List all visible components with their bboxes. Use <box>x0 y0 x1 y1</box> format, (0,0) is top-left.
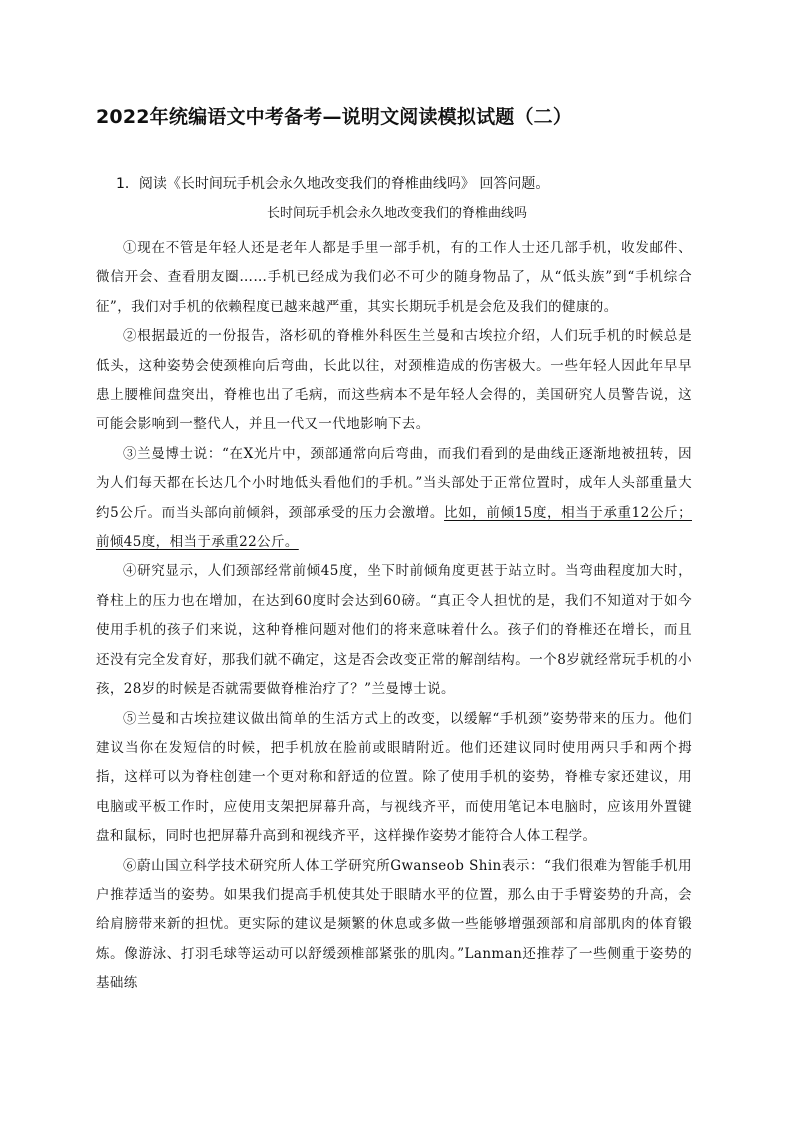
paragraph-4: ④研究显示，人们颈部经常前倾45度，坐下时前倾角度更甚于站立时。当弯曲程度加大时，脊柱上的压力也在增加，在达到60度时会达到60磅。“真正令人担忧的是，我们不知道对于如今使用手机的孩子们来说，这种脊椎问题对他们的将来意味着什么。孩子们的脊椎还在增长，而且还没有完全发育好，那我们就不确定，这是否会改变正常的解剖结构。一个8岁就经常玩手机的小孩，28岁的时候是否就需要做脊椎治疗了？”兰曼博士说。 <box>96 563 692 698</box>
article-title: 长时间玩手机会永久地改变我们的脊椎曲线吗 <box>266 206 527 221</box>
question-prompt: 1．阅读《长时间玩手机会永久地改变我们的脊椎曲线吗》 回答问题。 <box>116 176 550 192</box>
paragraph-2: ②根据最近的一份报告，洛杉矶的脊椎外科医生兰曼和古埃拉介绍，人们玩手机的时候总是低头，这种姿势会使颈椎向后弯曲，长此以往，对颈椎造成的伤害极大。一些年轻人因此年早早患上腰椎间盘突出，脊椎也出了毛病，而这些病本不是年轻人会得的，美国研究人员警告说，这可能会影响到一整代人，并且一代又一代地影响下去。 <box>96 328 692 433</box>
article-body <box>96 234 692 999</box>
paragraph-3-text: ③兰曼博士说：“在X光片中，颈部通常向后弯曲，而我们看到的是曲线正逐渐地被扭转，因为人们每天都在长达几个小时地低头看他们的手机。”当头部处于正常位置时，成年人头部重量大约5公斤。而当头部向前倾斜，颈部承受的压力会激增。 <box>96 445 692 521</box>
document-title: 2022年统编语文中考备考—说明文阅读模拟试题（二） <box>96 106 573 128</box>
paragraph-6: ⑥蔚山国立科学技术研究所人体工学研究所Gwanseob Shin表示：“我们很难为智能手机用户推荐适当的姿势。如果我们提高手机使其处于眼睛水平的位置，那么由于手臂姿势的升高，会给肩膀带来新的担忧。更实际的建议是频繁的休息或多做一些能够增强颈部和肩部肌肉的体育锻炼。像游泳、打羽毛球等运动可以舒缓颈椎部紧张的肌肉。”Lanman还推荐了一些侧重于姿势的基础练 <box>96 857 692 992</box>
paragraph-3-underlined-text: 比如，前倾15度，相当于承重12公斤；前倾45度，相当于承重22公斤。 <box>96 504 692 551</box>
paragraph-5: ⑤兰曼和古埃拉建议做出简单的生活方式上的改变，以缓解“手机颈”姿势带来的压力。他们建议当你在发短信的时候，把手机放在脸前或眼睛附近。他们还建议同时使用两只手和两个拇指，这样可以为脊柱创建一个更对称和舒适的位置。除了使用手机的姿势，脊椎专家还建议，用电脑或平板工作时，应使用支架把屏幕升高，与视线齐平，而使用笔记本电脑时，应该用外置键盘和鼠标，同时也把屏幕升高到和视线齐平，这样操作姿势才能符合人体工程学。 <box>96 710 692 845</box>
paragraph-1: ①现在不管是年轻人还是老年人都是手里一部手机，有的工作人士还几部手机，收发邮件、微信开会、查看朋友圈……手机已经成为我们必不可少的随身物品了，从“低头族”到“手机综合征”，我们对手机的依赖程度已越来越严重，其实长期玩手机是会危及我们的健康的。 <box>96 240 692 315</box>
paragraph-3 <box>96 440 692 558</box>
